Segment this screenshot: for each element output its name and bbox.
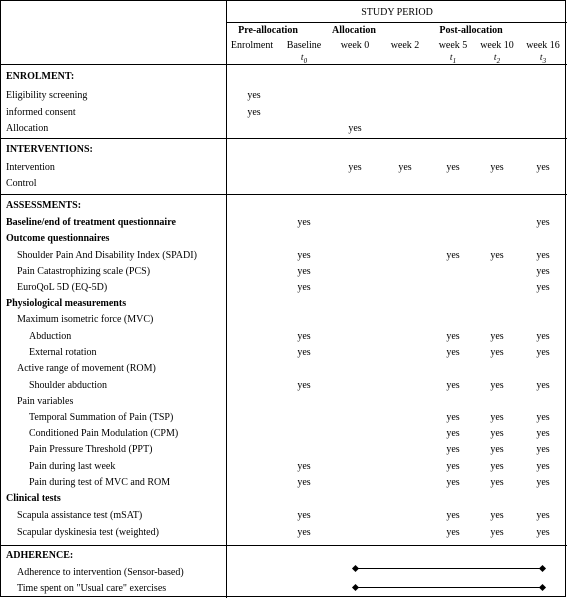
cell-yes: yes — [490, 444, 504, 455]
usual-care-span-line — [355, 587, 543, 588]
cell-yes: yes — [536, 266, 550, 277]
span-end-marker — [539, 583, 546, 590]
row-pain-variables: Pain variables — [17, 396, 74, 407]
cell-yes: yes — [446, 250, 460, 261]
section-enrolment: ENROLMENT: — [6, 71, 75, 82]
col-week16: week 16 — [526, 40, 560, 51]
cell-yes: yes — [490, 461, 504, 472]
row-pcs: Pain Catastrophizing scale (PCS) — [17, 266, 151, 277]
row-shoulder-abduction: Shoulder abduction — [29, 380, 108, 391]
study-period-underline — [227, 22, 567, 23]
row-clinical-tests: Clinical tests — [6, 493, 61, 504]
cell-yes: yes — [446, 347, 460, 358]
col-week2: week 2 — [390, 40, 420, 51]
row-ppt: Pain Pressure Threshold (PPT) — [29, 444, 153, 455]
timepoint-t0: $t_0$ — [300, 53, 308, 65]
enrolment-rule — [1, 138, 567, 139]
section-adherence: ADHERENCE: — [6, 550, 74, 561]
row-abduction: Abduction — [29, 331, 72, 342]
cell-yes: yes — [536, 250, 550, 261]
span-end-marker — [539, 564, 546, 571]
row-physiological-measurements: Physiological measurements — [6, 298, 127, 309]
cell-yes: yes — [297, 527, 311, 538]
row-eq5d: EuroQoL 5D (EQ-5D) — [17, 282, 108, 293]
row-consent: informed consent — [6, 107, 76, 118]
cell-yes: yes — [490, 347, 504, 358]
cell-yes: yes — [348, 123, 362, 134]
cell-yes: yes — [536, 461, 550, 472]
row-intervention: Intervention — [6, 162, 55, 173]
span-start-marker — [352, 564, 359, 571]
row-allocation: Allocation — [6, 123, 49, 134]
cell-yes: yes — [446, 428, 460, 439]
cell-yes: yes — [297, 477, 311, 488]
study-period-heading: STUDY PERIOD — [361, 7, 433, 18]
cell-yes: yes — [490, 380, 504, 391]
cell-yes: yes — [536, 510, 550, 521]
cell-yes: yes — [490, 162, 504, 173]
timepoint-t3: $t_3$ — [539, 53, 547, 65]
cell-yes: yes — [536, 428, 550, 439]
row-dyskinesia: Scapular dyskinesia test (weighted) — [17, 527, 159, 538]
cell-yes: yes — [536, 444, 550, 455]
row-baseline-questionnaire: Baseline/end of treatment questionnaire — [6, 217, 176, 228]
row-mvc: Maximum isometric force (MVC) — [17, 314, 154, 325]
row-control: Control — [6, 178, 37, 189]
cell-yes: yes — [297, 461, 311, 472]
adherence-sensor-span-line — [355, 568, 543, 569]
cell-yes: yes — [297, 282, 311, 293]
row-external-rotation: External rotation — [29, 347, 97, 358]
cell-yes: yes — [536, 477, 550, 488]
cell-yes: yes — [297, 217, 311, 228]
cell-yes: yes — [490, 412, 504, 423]
cell-yes: yes — [446, 162, 460, 173]
cell-yes: yes — [446, 444, 460, 455]
cell-yes: yes — [536, 380, 550, 391]
timepoint-t1: $t_1$ — [449, 53, 457, 65]
cell-yes: yes — [446, 331, 460, 342]
row-msat: Scapula assistance test (mSAT) — [17, 510, 143, 521]
row-adherence-usual-care: Time spent on "Usual care" exercises — [17, 583, 167, 594]
cell-yes: yes — [446, 380, 460, 391]
row-cpm: Conditioned Pain Modulation (CPM) — [29, 428, 179, 439]
cell-yes: yes — [446, 527, 460, 538]
assessments-rule — [1, 545, 567, 546]
allocation-heading: Allocation — [332, 25, 376, 36]
row-pain-last-week: Pain during last week — [29, 461, 116, 472]
cell-yes: yes — [297, 380, 311, 391]
column-divider — [226, 1, 227, 598]
cell-yes: yes — [536, 412, 550, 423]
cell-yes: yes — [490, 477, 504, 488]
cell-yes: yes — [297, 250, 311, 261]
cell-yes: yes — [446, 461, 460, 472]
col-week0: week 0 — [340, 40, 370, 51]
cell-yes: yes — [536, 217, 550, 228]
row-tsp: Temporal Summation of Pain (TSP) — [29, 412, 174, 423]
row-adherence-sensor: Adherence to intervention (Sensor-based) — [17, 567, 184, 578]
cell-yes: yes — [490, 250, 504, 261]
cell-yes: yes — [490, 527, 504, 538]
row-outcome-questionnaires: Outcome questionnaires — [6, 233, 110, 244]
col-baseline: Baseline — [286, 40, 322, 51]
cell-yes: yes — [297, 347, 311, 358]
col-week5: week 5 — [438, 40, 468, 51]
col-enrolment: Enrolment — [230, 40, 274, 51]
cell-yes: yes — [490, 428, 504, 439]
cell-yes: yes — [297, 331, 311, 342]
interventions-rule — [1, 194, 567, 195]
header-rule — [1, 64, 567, 65]
cell-yes: yes — [536, 162, 550, 173]
span-start-marker — [352, 583, 359, 590]
cell-yes: yes — [348, 162, 362, 173]
cell-yes: yes — [536, 347, 550, 358]
post-allocation-heading: Post-allocation — [439, 25, 503, 36]
cell-yes: yes — [398, 162, 412, 173]
cell-yes: yes — [490, 510, 504, 521]
cell-yes: yes — [297, 510, 311, 521]
cell-yes: yes — [297, 266, 311, 277]
row-pain-during-test: Pain during test of MVC and ROM — [29, 477, 171, 488]
cell-yes: yes — [536, 282, 550, 293]
cell-yes: yes — [536, 331, 550, 342]
cell-yes: yes — [490, 331, 504, 342]
cell-yes: yes — [247, 107, 261, 118]
cell-yes: yes — [446, 510, 460, 521]
row-rom: Active range of movement (ROM) — [17, 363, 156, 374]
cell-yes: yes — [536, 527, 550, 538]
timepoint-t2: $t_2$ — [493, 53, 501, 65]
section-interventions: INTERVENTIONS: — [6, 144, 93, 155]
cell-yes: yes — [446, 412, 460, 423]
row-spadi: Shoulder Pain And Disability Index (SPADI) — [17, 250, 197, 261]
col-week10: week 10 — [480, 40, 514, 51]
cell-yes: yes — [247, 90, 261, 101]
row-eligibility: Eligibility screening — [6, 90, 88, 101]
pre-allocation-heading: Pre-allocation — [238, 25, 298, 36]
section-assessments: ASSESSMENTS: — [6, 200, 82, 211]
cell-yes: yes — [446, 477, 460, 488]
